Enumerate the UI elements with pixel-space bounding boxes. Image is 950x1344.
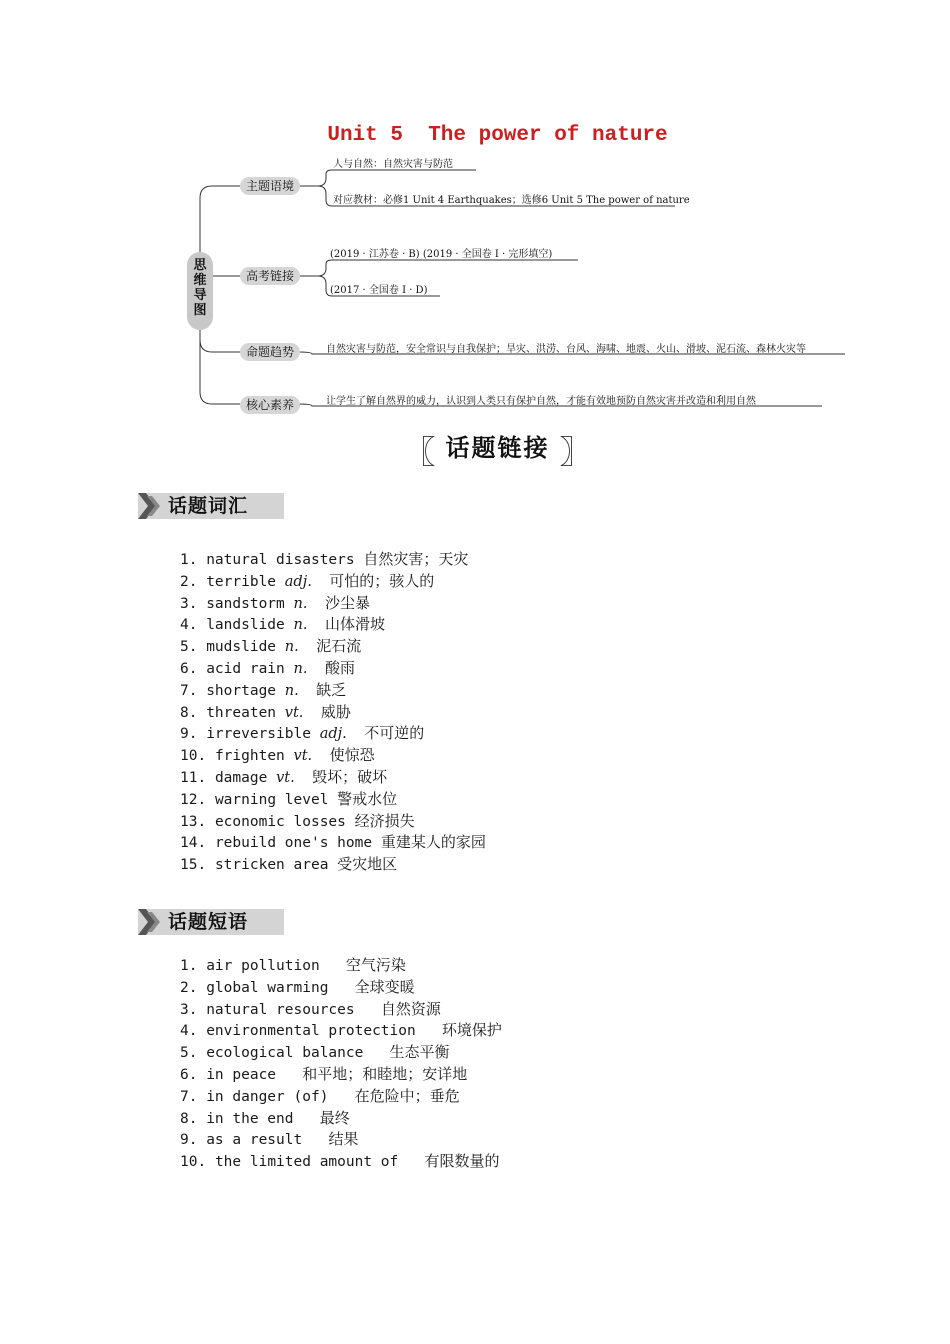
- vocab-item: [180, 789, 486, 811]
- phrase-item-chinese: 空气污染: [345, 956, 406, 974]
- vocab-item-number: 14.: [180, 835, 207, 852]
- right-bracket-icon: 〗: [559, 433, 592, 472]
- vocab-item-number: 2.: [180, 573, 198, 590]
- phrase-item-english: global warming: [206, 979, 329, 996]
- vocab-item-chinese: 缺乏: [316, 680, 347, 699]
- vocab-item: [180, 658, 486, 680]
- phrase-item: [180, 1086, 502, 1108]
- double-chevron-icon: [138, 909, 164, 935]
- phrase-item: [180, 977, 502, 999]
- phrase-item-english: air pollution: [206, 958, 320, 974]
- phrase-item-chinese: 结果: [328, 1130, 359, 1149]
- vocab-item-english: warning level: [214, 791, 329, 808]
- vocab-item-chinese: 酸雨: [324, 658, 355, 677]
- vocab-item-pos: n.: [284, 639, 299, 656]
- phrase-item-number: 5.: [180, 1045, 198, 1062]
- phrase-item-chinese: 在危险中；垂危: [354, 1086, 460, 1105]
- vocab-item-pos: adj.: [284, 573, 312, 590]
- vocab-item-english: frighten: [214, 748, 285, 765]
- vocab-item-pos: n.: [293, 617, 308, 634]
- vocab-item-chinese: 不可逆的: [364, 724, 425, 743]
- vocab-item-pos: n.: [293, 660, 308, 677]
- connector-branch-1: [200, 186, 240, 252]
- vocab-item: [180, 614, 486, 636]
- phrases-heading: 话题短语: [168, 911, 249, 933]
- phrase-item-english: ecological balance: [206, 1045, 364, 1062]
- vocab-item: [180, 745, 486, 767]
- vocab-item-english: terrible: [206, 573, 277, 590]
- vocab-item-english: landslide: [206, 617, 285, 634]
- vocab-item-number: 6.: [180, 660, 198, 677]
- phrase-item-chinese: 生态平衡: [389, 1043, 450, 1062]
- mindmap-item-core: 让学生了解自然界的威力，认识到人类只有保护自然，才能有效地预防自然灾害并改造和利用自然: [326, 396, 756, 407]
- phrase-item-chinese: 最终: [319, 1108, 350, 1127]
- vocab-item-number: 15.: [180, 857, 207, 874]
- phrase-item-number: 7.: [180, 1088, 198, 1105]
- vocab-item-number: 11.: [180, 769, 207, 786]
- vocab-item-english: rebuild one's home: [214, 835, 373, 852]
- phrase-item-chinese: 全球变暖: [354, 977, 415, 996]
- vocab-item-number: 13.: [180, 813, 207, 830]
- vocab-item-english: mudslide: [206, 639, 277, 656]
- vocab-item-chinese: 自然灾害；天灾: [363, 550, 469, 568]
- vocab-item-english: stricken area: [214, 857, 329, 874]
- phrase-item: [180, 1064, 502, 1086]
- vocab-item-pos: n.: [284, 682, 299, 699]
- vocab-item-chinese: 警戒水位: [337, 789, 398, 808]
- phrases-heading-band: [138, 909, 284, 935]
- title-unit: Unit 5: [327, 124, 403, 147]
- vocab-item: [180, 636, 486, 658]
- phrase-item: [180, 1129, 502, 1151]
- connector-branch-3: [200, 330, 240, 352]
- phrase-item: [180, 1108, 502, 1130]
- phrase-item-number: 1.: [180, 958, 198, 974]
- mindmap-node-theme: 主题语境: [240, 177, 300, 195]
- phrase-item-english: natural resources: [206, 1001, 355, 1018]
- phrase-item-chinese: 环境保护: [441, 1021, 502, 1040]
- vocab-item-english: natural disasters: [206, 552, 355, 568]
- vocab-item-number: 9.: [180, 726, 198, 743]
- vocab-heading-band: [138, 493, 284, 519]
- phrase-item: [180, 1151, 502, 1173]
- phrase-item-number: 4.: [180, 1023, 198, 1040]
- vocab-item-english: economic losses: [214, 813, 346, 830]
- title-name: The power of nature: [428, 124, 668, 147]
- vocab-item-number: 10.: [180, 748, 207, 765]
- vocab-item-english: irreversible: [206, 726, 311, 743]
- vocab-item: [180, 723, 486, 745]
- phrase-item-number: 8.: [180, 1110, 198, 1127]
- mindmap-item-theme-2: 对应教材：必修1 Unit 4 Earthquakes；选修6 Unit 5 The power of nature: [333, 195, 690, 206]
- mindmap-root-label: 思维导图: [193, 258, 207, 318]
- vocab-item: [180, 571, 486, 593]
- vocab-item-chinese: 受灾地区: [337, 855, 398, 874]
- phrase-item-number: 2.: [180, 979, 198, 996]
- vocab-item-chinese: 泥石流: [316, 637, 362, 656]
- section-heading-label: 话题链接: [445, 434, 550, 462]
- vocab-item: [180, 702, 486, 724]
- vocab-item-english: acid rain: [206, 660, 285, 677]
- mindmap-root: [187, 252, 213, 330]
- phrase-item-english: in the end: [206, 1110, 294, 1127]
- vocab-item-chinese: 使惊恐: [329, 746, 375, 765]
- mindmap-node-exam-links: 高考链接: [240, 267, 300, 285]
- vocab-item-number: 3.: [180, 595, 198, 612]
- vocab-item-chinese: 经济损失: [354, 811, 415, 830]
- vocab-item-chinese: 沙尘暴: [324, 593, 370, 612]
- phrase-item-english: environmental protection: [206, 1023, 416, 1040]
- vocab-item-english: sandstorm: [206, 595, 285, 612]
- phrases-list: [180, 955, 502, 1173]
- vocab-item-chinese: 威胁: [320, 702, 351, 721]
- phrase-item-english: the limited amount of: [214, 1154, 399, 1171]
- phrase-item-english: in danger (of): [206, 1088, 329, 1105]
- mindmap-item-trends: 自然灾害与防范，安全常识与自我保护；旱灾、洪涝、台风、海啸、地震、火山、滑坡、泥石流、森林火灾等: [326, 344, 806, 355]
- vocab-item-number: 4.: [180, 617, 198, 634]
- phrase-item-english: as a result: [206, 1132, 303, 1149]
- vocab-item-number: 12.: [180, 791, 207, 808]
- phrase-item: [180, 955, 502, 977]
- mindmap-connectors: [0, 0, 950, 420]
- phrase-item-number: 3.: [180, 1001, 198, 1018]
- vocab-item-pos: vt.: [276, 769, 295, 786]
- vocab-item-chinese: 重建某人的家园: [380, 833, 486, 852]
- phrase-item: [180, 999, 502, 1021]
- vocab-item-pos: n.: [293, 595, 308, 612]
- vocab-item-number: 7.: [180, 682, 198, 699]
- vocab-item-chinese: 山体滑坡: [324, 615, 385, 634]
- mindmap-item-theme-1: 人与自然：自然灾害与防范: [333, 159, 453, 170]
- mindmap-node-core-literacy: 核心素养: [240, 396, 300, 414]
- vocab-item-number: 8.: [180, 704, 198, 721]
- vocab-item-english: shortage: [206, 682, 277, 699]
- phrase-item-chinese: 有限数量的: [424, 1152, 500, 1171]
- vocab-item: [180, 593, 486, 615]
- phrase-item-chinese: 自然资源: [380, 999, 441, 1018]
- vocab-item-chinese: 毁坏；破坏: [312, 767, 388, 786]
- mindmap-node-trends: 命题趋势: [240, 343, 300, 361]
- phrase-item-number: 6.: [180, 1066, 198, 1083]
- vocab-item-number: 1.: [180, 552, 198, 568]
- vocab-item: [180, 811, 486, 833]
- connector-2a: [298, 260, 578, 276]
- connector-branch-4: [200, 340, 240, 404]
- vocab-item-english: damage: [214, 769, 268, 786]
- phrase-item-number: 9.: [180, 1132, 198, 1149]
- section-heading: [0, 426, 950, 472]
- phrase-item: [180, 1020, 502, 1042]
- vocab-item-pos: vt.: [293, 748, 313, 765]
- phrase-item-chinese: 和平地；和睦地；安详地: [302, 1064, 468, 1083]
- vocab-item-pos: vt.: [284, 704, 304, 721]
- phrase-item-english: in peace: [206, 1066, 277, 1083]
- vocab-item: [180, 832, 486, 854]
- vocab-item-pos: adj.: [319, 726, 347, 743]
- vocab-item: [180, 854, 486, 876]
- left-bracket-icon: 〖: [403, 433, 436, 472]
- vocab-item-chinese: 可怕的；骇人的: [329, 571, 435, 590]
- phrase-item-number: 10.: [180, 1154, 207, 1171]
- connector-1a: [298, 170, 476, 186]
- vocab-item: [180, 549, 486, 571]
- vocab-item: [180, 680, 486, 702]
- vocab-item: [180, 767, 486, 789]
- vocab-item-number: 5.: [180, 639, 198, 656]
- vocab-item-english: threaten: [206, 704, 277, 721]
- mindmap-item-exam-1: (2019 · 江苏卷 · B) (2019 · 全国卷 Ⅰ · 完形填空): [330, 249, 553, 260]
- vocab-list: [180, 549, 486, 876]
- mindmap-item-exam-2: (2017 · 全国卷 Ⅰ · D): [330, 285, 428, 296]
- double-chevron-icon: [138, 493, 164, 519]
- vocab-heading: 话题词汇: [168, 495, 249, 517]
- phrase-item: [180, 1042, 502, 1064]
